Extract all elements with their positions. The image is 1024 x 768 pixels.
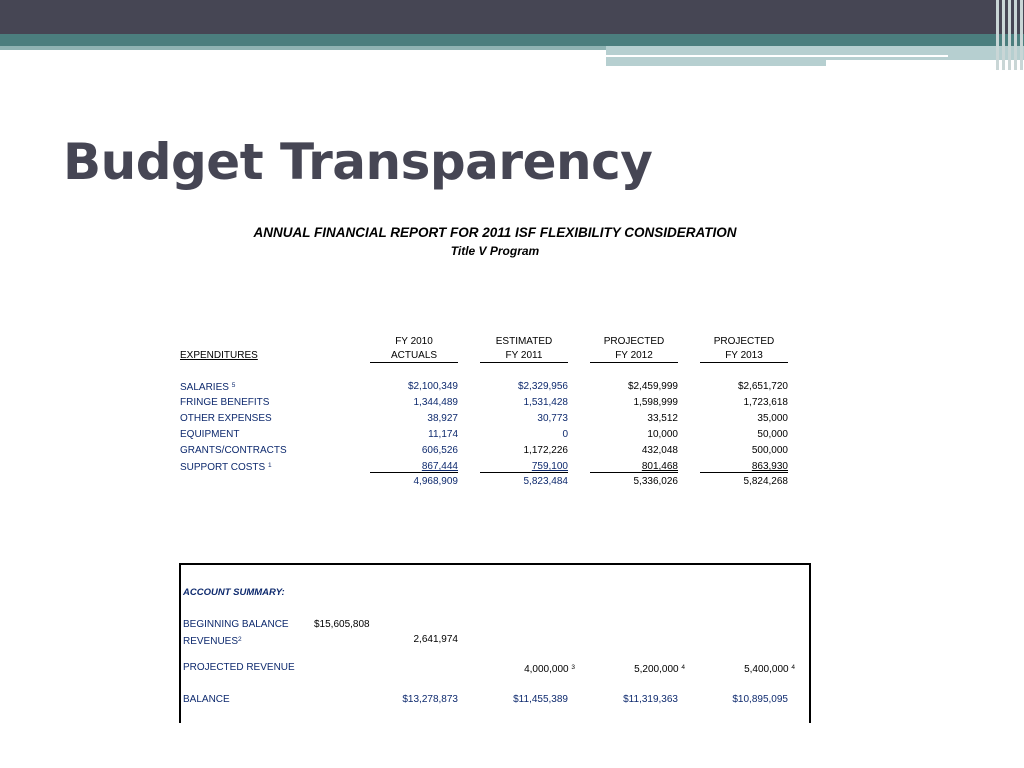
- cell-salaries-fy2013: $2,651,720: [737, 381, 788, 392]
- cell-fringe-fy2011: 1,531,428: [523, 397, 568, 408]
- col-header-2-rule: [480, 362, 568, 363]
- cell-equipment-fy2011: 0: [562, 429, 568, 440]
- balance-fy2012: $11,319,363: [623, 694, 678, 705]
- row-label-equipment: EQUIPMENT: [180, 429, 240, 440]
- header-light-band-short: [606, 60, 826, 66]
- row-label-other-expenses: OTHER EXPENSES: [180, 413, 272, 424]
- report-subheading: Title V Program: [450, 244, 540, 258]
- revenues-label: REVENUES$^2$: [183, 636, 242, 647]
- cell-support-fy2013: 863,930: [751, 461, 788, 472]
- cell-equipment-fy2013: 50,000: [757, 429, 788, 440]
- row-label-grants-contracts: GRANTS/CONTRACTS: [180, 445, 287, 456]
- cell-equipment-fy2012: 10,000: [647, 429, 678, 440]
- col-header-1-rule: [370, 362, 458, 363]
- report-heading: ANNUAL FINANCIAL REPORT FOR 2011 ISF FLEXIBILITY CONSIDERATION: [253, 225, 737, 240]
- total-rule-3: [590, 472, 678, 473]
- header-dark-band: [0, 0, 1024, 34]
- projected-revenue-fy2012: 5,200,000 $^4$: [634, 664, 685, 675]
- cell-grants-fy2010: 606,526: [421, 445, 458, 456]
- projected-revenue-label: PROJECTED REVENUE: [183, 662, 295, 673]
- beginning-balance-label: BEGINNING BALANCE: [183, 619, 289, 630]
- slide-title: Budget Transparency: [63, 133, 653, 191]
- cell-grants-fy2012: 432,048: [641, 445, 678, 456]
- balance-fy2013: $10,895,095: [732, 694, 788, 705]
- col-header-4-line2: FY 2013: [725, 350, 763, 361]
- cell-grants-fy2013: 500,000: [751, 445, 788, 456]
- header-teal-band: [0, 34, 1024, 46]
- cell-fringe-fy2010: 1,344,489: [413, 397, 458, 408]
- row-label-salaries: SALARIES $^5$: [180, 382, 236, 393]
- cell-salaries-fy2010: $2,100,349: [407, 381, 458, 392]
- projected-revenue-fy2013: 5,400,000 $^4$: [744, 664, 795, 675]
- total-fy2011: 5,823,484: [523, 476, 568, 487]
- row-label-fringe-benefits: FRINGE BENEFITS: [180, 397, 270, 408]
- expenditures-label: EXPENDITURES: [180, 350, 258, 361]
- header-stripes: [992, 0, 1024, 70]
- cell-salaries-fy2012: $2,459,999: [627, 381, 678, 392]
- col-header-4-line1: PROJECTED: [713, 336, 775, 347]
- cell-fringe-fy2013: 1,723,618: [743, 397, 788, 408]
- col-header-2-line1: ESTIMATED: [495, 336, 553, 347]
- col-header-3-line2: FY 2012: [615, 350, 653, 361]
- header-light-band-right: [606, 46, 1024, 60]
- cell-other-fy2011: 30,773: [537, 413, 568, 424]
- balance-label: BALANCE: [183, 694, 230, 705]
- cell-support-fy2011: 759,100: [531, 461, 568, 472]
- total-rule-2: [480, 472, 568, 473]
- col-header-1-line1: FY 2010: [395, 336, 433, 347]
- col-header-3-rule: [590, 362, 678, 363]
- header-light-band-left: [0, 46, 606, 50]
- balance-fy2011: $11,455,389: [513, 694, 568, 705]
- cell-fringe-fy2012: 1,598,999: [633, 397, 678, 408]
- account-summary-heading: ACCOUNT SUMMARY:: [183, 587, 285, 598]
- cell-other-fy2012: 33,512: [647, 413, 678, 424]
- projected-revenue-fy2011: 4,000,000 $^3$: [524, 664, 575, 675]
- beginning-balance-value: $15,605,808: [314, 619, 370, 630]
- total-fy2013: 5,824,268: [743, 476, 788, 487]
- total-fy2010: 4,968,909: [413, 476, 458, 487]
- balance-fy2010: $13,278,873: [402, 694, 458, 705]
- cell-other-fy2010: 38,927: [427, 413, 458, 424]
- cell-grants-fy2011: 1,172,226: [523, 445, 568, 456]
- total-fy2012: 5,336,026: [633, 476, 678, 487]
- total-rule-4: [700, 472, 788, 473]
- cell-support-fy2012: 801,468: [641, 461, 678, 472]
- revenues-value: 2,641,974: [413, 634, 458, 645]
- cell-equipment-fy2010: 11,174: [428, 429, 458, 440]
- cell-support-fy2010: 867,444: [421, 461, 458, 472]
- total-rule-1: [370, 472, 458, 473]
- header-thin-line: [606, 55, 948, 57]
- col-header-4-rule: [700, 362, 788, 363]
- col-header-3-line1: PROJECTED: [603, 336, 665, 347]
- col-header-1-line2: ACTUALS: [390, 350, 438, 361]
- row-label-support-costs: SUPPORT COSTS $^1$: [180, 462, 272, 473]
- cell-other-fy2013: 35,000: [757, 413, 788, 424]
- cell-salaries-fy2011: $2,329,956: [517, 381, 568, 392]
- col-header-2-line2: FY 2011: [505, 350, 543, 361]
